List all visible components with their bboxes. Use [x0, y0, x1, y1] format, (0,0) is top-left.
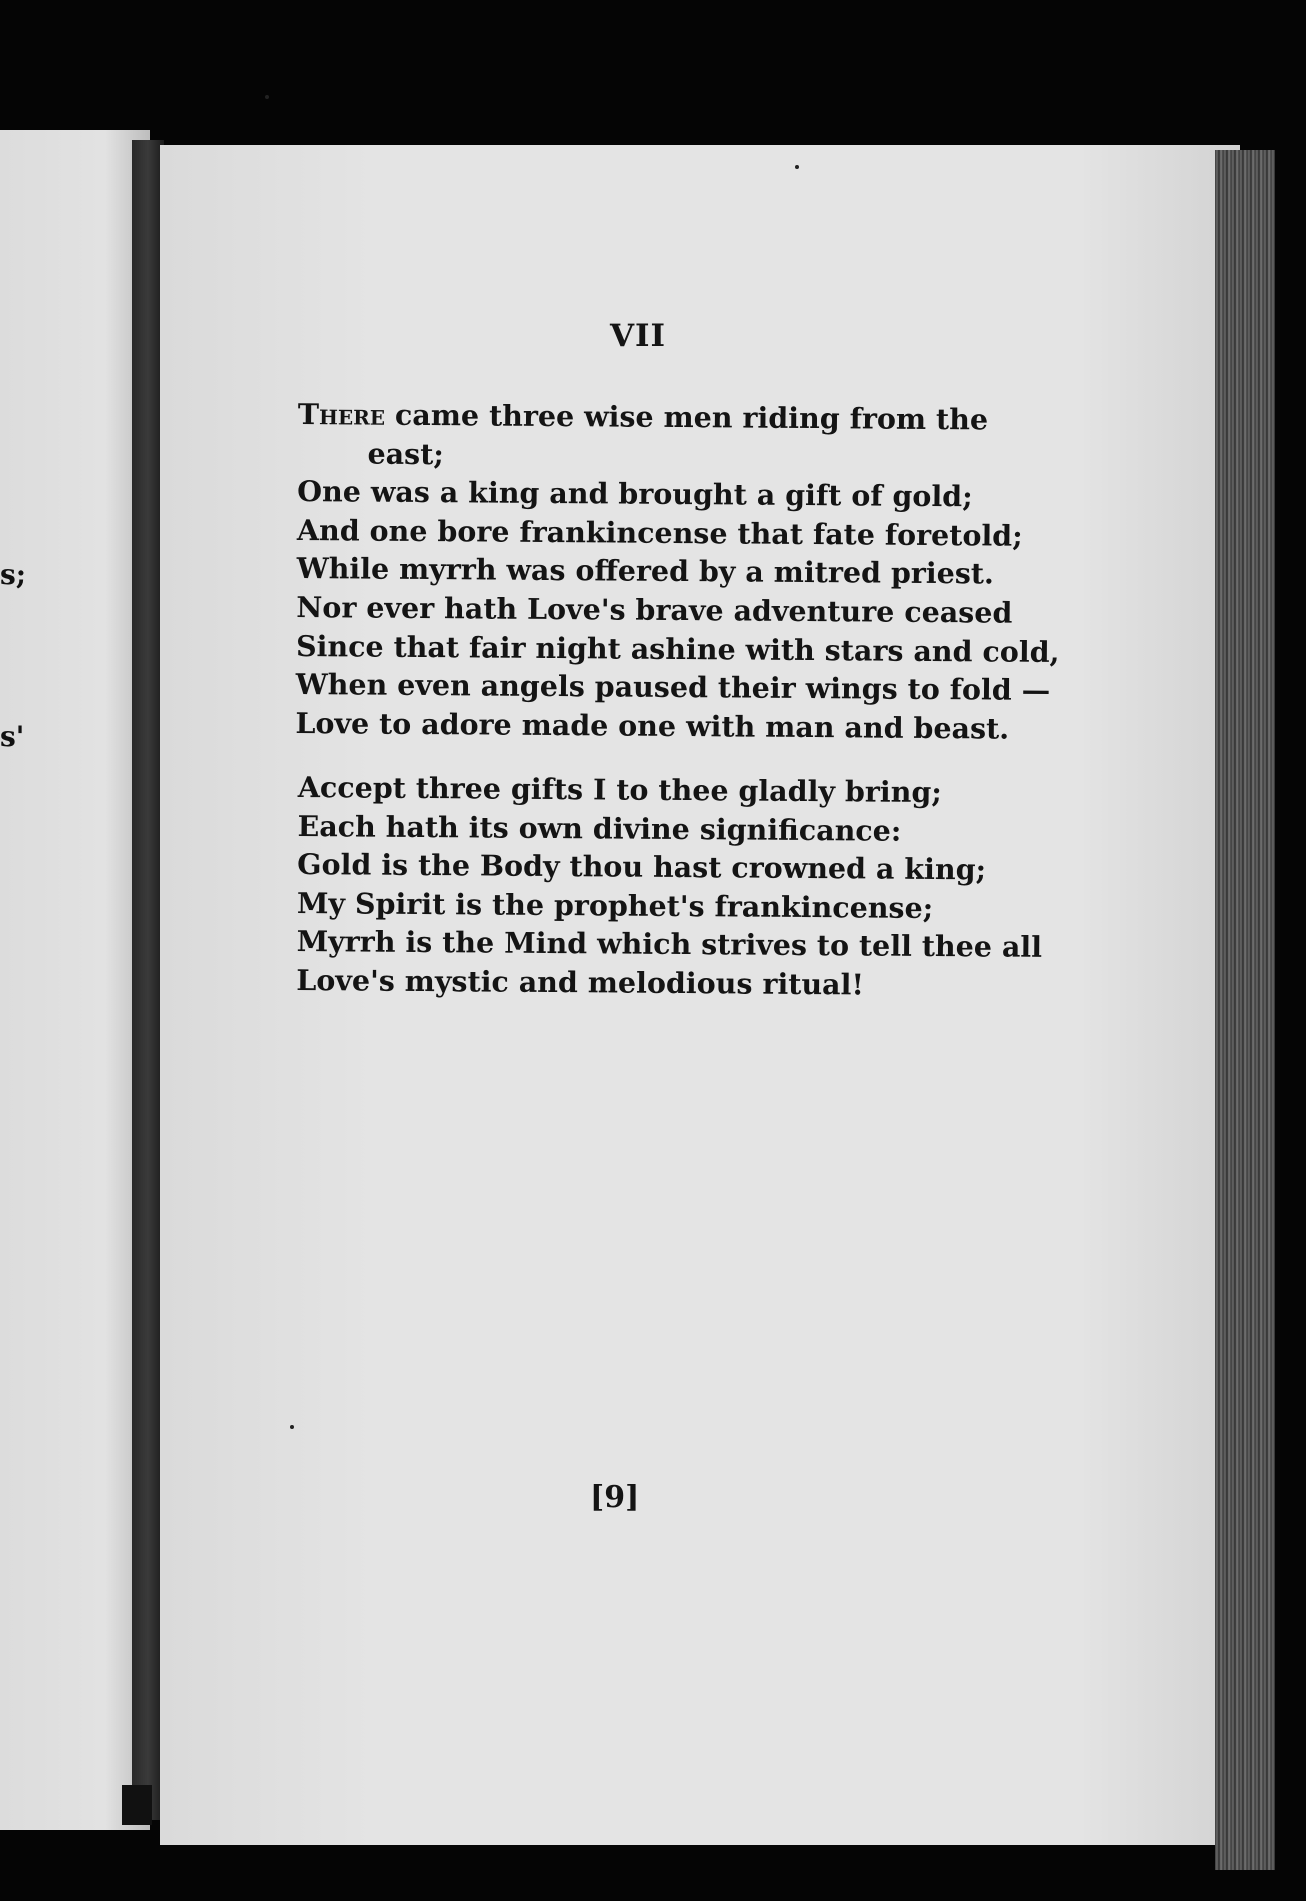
poem-line: One was a king and brought a gift of gold; [297, 474, 973, 514]
poem-line: east; [367, 436, 445, 471]
poem-line: When even angels paused their wings to fold — [295, 667, 1051, 708]
scan-speck [795, 165, 799, 169]
poem-line: Love to adore made one with man and beast. [295, 705, 1010, 746]
scan-speck [290, 1425, 294, 1429]
stanza-1 [295, 395, 1061, 748]
poem-number: VII [610, 318, 667, 354]
poem-line: Gold is the Body thou hast crowned a king; [297, 847, 987, 887]
poem-line: And one bore frankincense that fate foretold; [296, 512, 1023, 553]
poem-line: Love's mystic and melodious ritual! [296, 962, 865, 1002]
initial-word: There [297, 396, 386, 432]
poem-line: While myrrh was offered by a mitred priest. [296, 551, 995, 591]
gutter-notch [122, 1785, 152, 1825]
scan-speck [265, 95, 269, 99]
poem-line: Accept three gifts I to thee gladly bring; [297, 769, 942, 810]
page-number: [9] [590, 1480, 640, 1515]
poem-line: Each hath its own divine significance: [297, 808, 902, 848]
right-page [160, 145, 1240, 1845]
stanza-2 [296, 768, 1043, 1005]
left-page-edge [0, 130, 150, 1830]
left-page-text-fragment: s; [0, 558, 27, 591]
left-page-text-fragment: s' [0, 720, 25, 753]
poem-line: My Spirit is the prophet's frankincense; [296, 885, 934, 925]
line-text: came three wise men riding from the [384, 397, 989, 437]
poem-line: Since that fair night ashine with stars and cold, [295, 628, 1060, 669]
page-content [160, 145, 1240, 1845]
poem-line [298, 395, 1062, 440]
page-block-edge [1215, 150, 1275, 1870]
poem-line: Nor ever hath Love's brave adventure ceased [296, 589, 1013, 630]
poem-line: Myrrh is the Mind which strives to tell thee all [296, 924, 1043, 965]
